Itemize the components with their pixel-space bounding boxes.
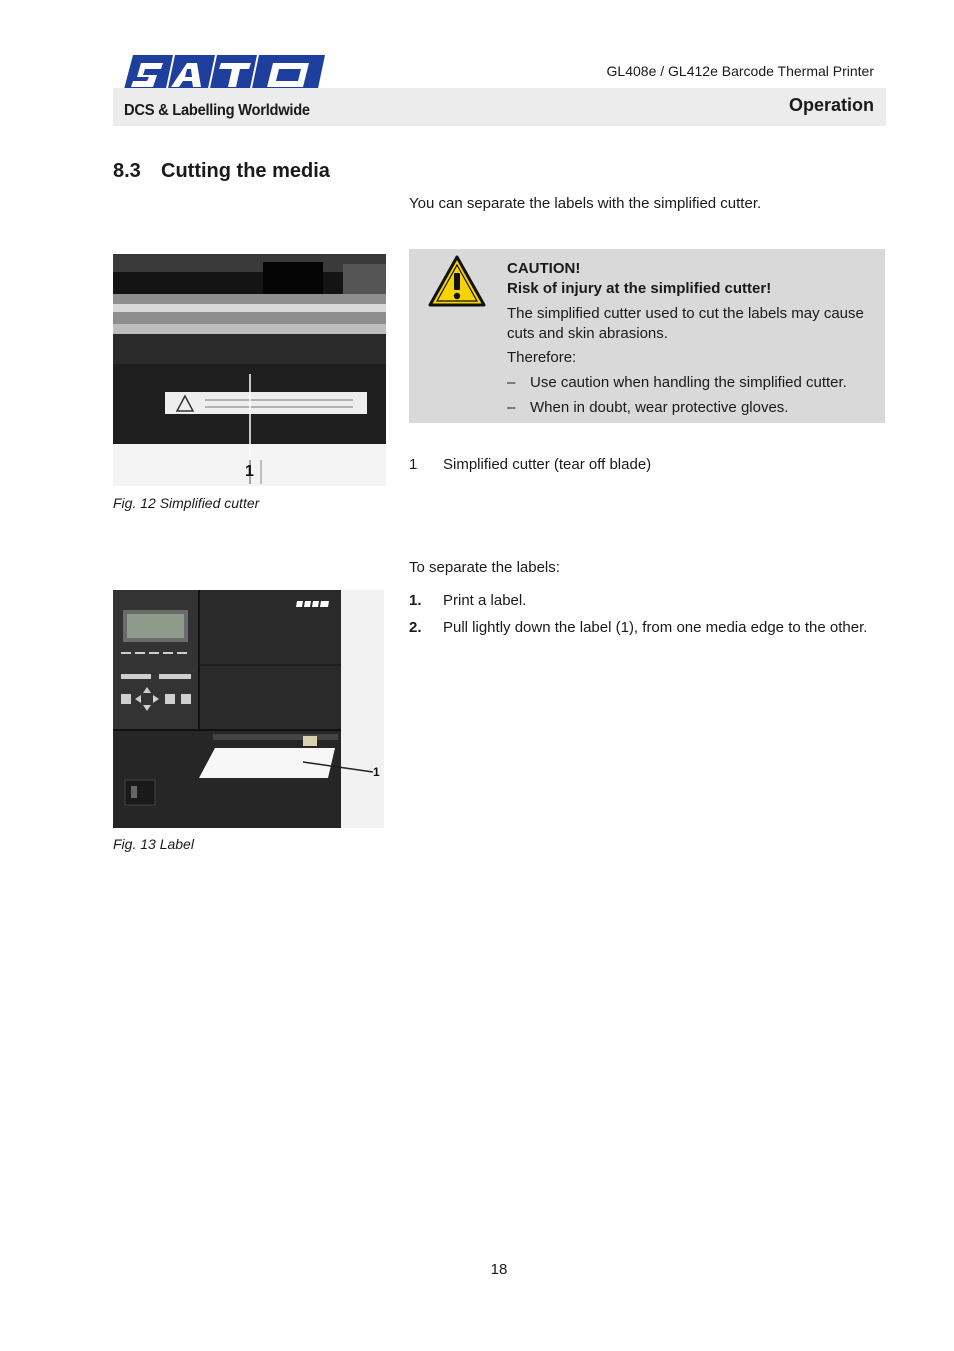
document-title: GL408e / GL412e Barcode Thermal Printer [606, 63, 874, 79]
steps-list [409, 591, 869, 645]
section-heading [113, 160, 330, 183]
step-item: 2. Pull lightly down the label (1), from one media edge to the other. [409, 619, 868, 636]
callout-1: 1 [245, 463, 254, 480]
warning-triangle-icon [427, 254, 487, 308]
section-title: Cutting the media [161, 160, 330, 182]
caution-box [409, 249, 885, 423]
tagline: DCS & Labelling Worldwide [124, 102, 310, 119]
page-number: 18 [490, 1261, 508, 1278]
section-number: 8.3 [113, 160, 141, 182]
callout-1: 1 [373, 765, 380, 779]
steps-intro: To separate the labels: [409, 559, 560, 576]
figure-caption: Fig. 12 Simplified cutter [113, 495, 260, 511]
caution-therefore: Therefore: [507, 349, 577, 366]
figure-legend [409, 455, 651, 475]
chapter-name: Operation [788, 95, 874, 115]
caution-subheading: Risk of injury at the simplified cutter! [507, 280, 772, 297]
step-item: 1. Print a label. [409, 592, 527, 609]
caution-description: The simplified cutter used to cut the labels may cause cuts and skin abrasions. [507, 305, 864, 342]
intro-paragraph: You can separate the labels with the simplified cutter. [409, 195, 762, 212]
caution-item: – When in doubt, wear protective gloves. [507, 399, 789, 416]
caution-heading: CAUTION! [507, 260, 581, 277]
legend-text: Simplified cutter (tear off blade) [443, 456, 652, 473]
printer-label-photo [113, 590, 384, 828]
figure-caption: Fig. 13 Label [113, 836, 194, 852]
caution-item: – Use caution when handling the simplified cutter. [507, 374, 847, 391]
legend-number: 1 [409, 456, 418, 473]
simplified-cutter-photo [113, 254, 386, 486]
